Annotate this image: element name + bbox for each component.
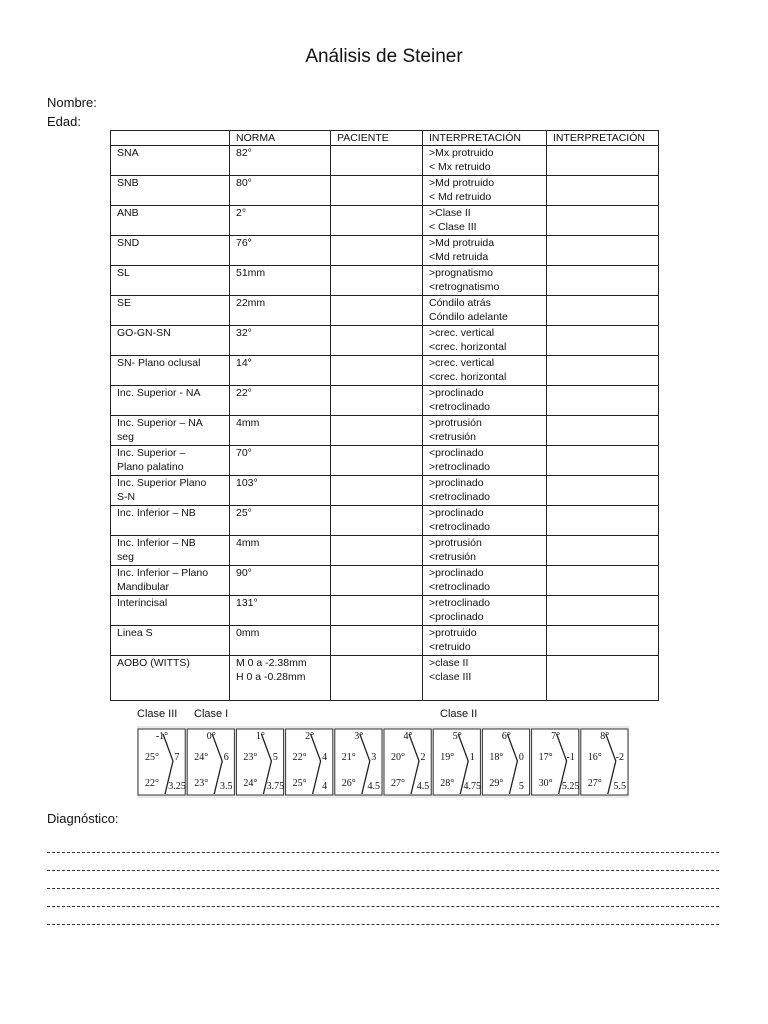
interpretation-cell-line: < Mx retruido bbox=[429, 161, 491, 173]
lower-distance-label: 5 bbox=[518, 781, 524, 792]
interpretation-cell bbox=[423, 326, 547, 356]
upper-angle-label: 20° bbox=[391, 752, 405, 763]
paciente-cell[interactable] bbox=[331, 536, 423, 566]
interpretation-cell-line: >retroclinado bbox=[429, 461, 490, 473]
anb-value-label: 7° bbox=[551, 731, 561, 742]
interpretation-cell bbox=[423, 626, 547, 656]
paciente-cell[interactable] bbox=[331, 626, 423, 656]
norma-cell bbox=[230, 266, 331, 296]
norma-cell-line: M 0 a -2.38mm bbox=[236, 657, 307, 669]
interpretation-cell-line: >proclinado bbox=[429, 387, 484, 399]
upper-angle-label: 22° bbox=[292, 752, 307, 763]
interpretation-cell-line: <retruido bbox=[429, 641, 471, 653]
anb-value-label: 0° bbox=[206, 731, 216, 742]
measure-cell-line: S-N bbox=[117, 491, 136, 503]
upper-distance-label: 5 bbox=[272, 752, 278, 763]
norma-cell-line: 4mm bbox=[236, 537, 260, 549]
norma-cell bbox=[230, 326, 331, 356]
interpretation-cell-line: >proclinado bbox=[429, 477, 484, 489]
measure-cell bbox=[111, 176, 230, 206]
anb-value-label: 1° bbox=[255, 731, 265, 742]
interpretation-cell-2[interactable] bbox=[547, 416, 659, 446]
measure-cell-line: Inc. Inferior – Plano bbox=[117, 567, 209, 579]
table-row bbox=[111, 206, 659, 236]
table-row bbox=[111, 146, 659, 176]
norma-cell-line: 82° bbox=[236, 147, 252, 159]
norma-cell bbox=[230, 596, 331, 626]
table-row bbox=[111, 296, 659, 326]
norma-cell-line: 76° bbox=[236, 237, 252, 249]
page-title: Análisis de Steiner bbox=[305, 46, 463, 67]
lower-angle-label: 26° bbox=[341, 778, 356, 789]
table-row bbox=[111, 266, 659, 296]
measure-cell-line: seg bbox=[117, 551, 134, 563]
norma-cell bbox=[230, 506, 331, 536]
measure-cell bbox=[111, 626, 230, 656]
class-i-label: Clase I bbox=[194, 708, 229, 720]
anb-value-label: -1° bbox=[155, 731, 169, 742]
interpretation-cell-line: Cóndilo atrás bbox=[429, 297, 491, 309]
class-ii-label: Clase II bbox=[440, 708, 478, 720]
measure-cell-line: Interincisal bbox=[117, 597, 168, 609]
norma-cell bbox=[230, 206, 331, 236]
paciente-cell[interactable] bbox=[331, 206, 423, 236]
interpretation-cell-line: >protruido bbox=[429, 627, 477, 639]
norma-cell bbox=[230, 176, 331, 206]
norma-cell bbox=[230, 536, 331, 566]
header-measure bbox=[111, 131, 230, 146]
norma-cell bbox=[230, 446, 331, 476]
header-interpretacion: INTERPRETACIÓN bbox=[423, 131, 547, 146]
measure-cell-line: SN- Plano oclusal bbox=[117, 357, 201, 369]
table-header-row bbox=[111, 131, 659, 146]
norma-cell-line: 14° bbox=[236, 357, 252, 369]
anb-value-label: 6° bbox=[501, 731, 511, 742]
interpretation-cell bbox=[423, 356, 547, 386]
measure-cell-line: SNA bbox=[117, 147, 139, 159]
table-row bbox=[111, 326, 659, 356]
interpretation-cell-line: >clase II bbox=[429, 657, 469, 669]
norma-cell bbox=[230, 386, 331, 416]
upper-distance-label: 1 bbox=[469, 752, 475, 763]
lower-angle-label: 25° bbox=[292, 778, 307, 789]
upper-angle-label: 18° bbox=[489, 752, 504, 763]
interpretation-cell-line: <crec. horizontal bbox=[429, 371, 507, 383]
paciente-cell[interactable] bbox=[331, 176, 423, 206]
interpretation-cell-line: < Md retruido bbox=[429, 191, 492, 203]
norma-cell-line: 51mm bbox=[236, 267, 266, 279]
interpretation-cell-line: <retroclinado bbox=[429, 581, 490, 593]
interpretation-cell bbox=[423, 536, 547, 566]
measure-cell bbox=[111, 296, 230, 326]
lower-distance-label: 3.5 bbox=[219, 781, 233, 792]
paciente-cell[interactable] bbox=[331, 326, 423, 356]
norma-cell bbox=[230, 146, 331, 176]
measure-cell bbox=[111, 656, 230, 701]
interpretation-cell-line: Cóndilo adelante bbox=[429, 311, 508, 323]
diagnosis-line[interactable] bbox=[47, 924, 719, 925]
measure-cell bbox=[111, 596, 230, 626]
anb-value-label: 8° bbox=[600, 731, 610, 742]
norma-cell-line: 0mm bbox=[236, 627, 260, 639]
interpretation-cell bbox=[423, 296, 547, 326]
interpretation-cell-line: <retrognatismo bbox=[429, 281, 500, 293]
measure-cell bbox=[111, 536, 230, 566]
table-row bbox=[111, 476, 659, 506]
lower-angle-label: 28° bbox=[440, 778, 455, 789]
measure-cell-line: Inc. Inferior – NB bbox=[117, 537, 196, 549]
lower-distance-label: 3.75 bbox=[266, 781, 285, 792]
interpretation-cell-2[interactable] bbox=[547, 146, 659, 176]
name-label: Nombre: bbox=[47, 95, 97, 110]
anb-reference-strip bbox=[137, 726, 629, 798]
norma-cell bbox=[230, 566, 331, 596]
upper-distance-label: -2 bbox=[615, 752, 624, 763]
norma-cell-line: 25° bbox=[236, 507, 252, 519]
measure-cell bbox=[111, 206, 230, 236]
interpretation-cell-line: >protrusión bbox=[429, 537, 482, 549]
anb-value-label: 5° bbox=[452, 731, 462, 742]
interpretation-cell-line: >crec. vertical bbox=[429, 357, 495, 369]
steiner-table bbox=[110, 130, 659, 701]
measure-cell bbox=[111, 326, 230, 356]
table-row bbox=[111, 416, 659, 446]
norma-cell bbox=[230, 626, 331, 656]
upper-angle-label: 24° bbox=[194, 752, 209, 763]
measure-cell-line: Inc. Superior - NA bbox=[117, 387, 201, 399]
upper-distance-label: -1 bbox=[566, 752, 575, 763]
anb-strip-graphic bbox=[137, 726, 629, 798]
measure-cell bbox=[111, 236, 230, 266]
table-row bbox=[111, 656, 659, 701]
norma-cell bbox=[230, 296, 331, 326]
lower-angle-label: 23° bbox=[194, 778, 209, 789]
paciente-cell[interactable] bbox=[331, 656, 423, 701]
paciente-cell[interactable] bbox=[331, 266, 423, 296]
norma-cell-line: H 0 a -0.28mm bbox=[236, 671, 306, 683]
paciente-cell[interactable] bbox=[331, 146, 423, 176]
norma-cell bbox=[230, 416, 331, 446]
upper-distance-label: 4 bbox=[322, 752, 328, 763]
paciente-cell[interactable] bbox=[331, 476, 423, 506]
lower-distance-label: 4.5 bbox=[367, 781, 381, 792]
measure-cell bbox=[111, 506, 230, 536]
measure-cell-line: Linea S bbox=[117, 627, 153, 639]
measure-cell bbox=[111, 476, 230, 506]
table-row bbox=[111, 626, 659, 656]
paciente-cell[interactable] bbox=[331, 296, 423, 326]
upper-distance-label: 0 bbox=[518, 752, 524, 763]
interpretation-cell-line: <clase III bbox=[429, 671, 472, 683]
paciente-cell[interactable] bbox=[331, 566, 423, 596]
measure-cell-line: SNB bbox=[117, 177, 139, 189]
measure-cell-line: seg bbox=[117, 431, 134, 443]
table-row bbox=[111, 236, 659, 266]
paciente-cell[interactable] bbox=[331, 356, 423, 386]
header-interpretacion-2: INTERPRETACIÓN bbox=[547, 131, 659, 146]
lower-distance-label: 5.5 bbox=[613, 781, 627, 792]
table-row bbox=[111, 386, 659, 416]
lower-angle-label: 29° bbox=[489, 778, 504, 789]
interpretation-cell-2[interactable] bbox=[547, 386, 659, 416]
norma-cell-line: 32° bbox=[236, 327, 252, 339]
diagnosis-line[interactable] bbox=[47, 906, 719, 907]
diagnosis-line[interactable] bbox=[47, 888, 719, 889]
upper-distance-label: 7 bbox=[174, 752, 180, 763]
interpretation-cell bbox=[423, 656, 547, 701]
measure-cell-line: SL bbox=[117, 267, 130, 279]
interpretation-cell bbox=[423, 386, 547, 416]
interpretation-cell bbox=[423, 176, 547, 206]
upper-angle-label: 21° bbox=[341, 752, 356, 763]
norma-cell-line: 90° bbox=[236, 567, 252, 579]
interpretation-cell bbox=[423, 506, 547, 536]
interpretation-cell-2[interactable] bbox=[547, 656, 659, 701]
measure-cell-line: Inc. Inferior – NB bbox=[117, 507, 196, 519]
upper-distance-label: 2 bbox=[420, 752, 426, 763]
interpretation-cell-line: >retroclinado bbox=[429, 597, 490, 609]
upper-angle-label: 16° bbox=[587, 752, 602, 763]
interpretation-cell-2[interactable] bbox=[547, 566, 659, 596]
paciente-cell[interactable] bbox=[331, 416, 423, 446]
upper-distance-label: 6 bbox=[223, 752, 229, 763]
interpretation-cell-2[interactable] bbox=[547, 536, 659, 566]
measure-cell bbox=[111, 386, 230, 416]
lower-distance-label: 4.5 bbox=[416, 781, 430, 792]
lower-angle-label: 27° bbox=[391, 778, 405, 789]
measure-cell bbox=[111, 446, 230, 476]
norma-cell bbox=[230, 476, 331, 506]
interpretation-cell-line: >protrusión bbox=[429, 417, 482, 429]
paciente-cell[interactable] bbox=[331, 386, 423, 416]
interpretation-cell-line: <retrusión bbox=[429, 431, 476, 443]
paciente-cell[interactable] bbox=[331, 446, 423, 476]
interpretation-cell-line: >proclinado bbox=[429, 507, 484, 519]
table-row bbox=[111, 356, 659, 386]
interpretation-cell-line: >Md protruida bbox=[429, 237, 495, 249]
measure-cell-line: Mandibular bbox=[117, 581, 169, 593]
age-label: Edad: bbox=[47, 114, 81, 129]
anb-value-label: 2° bbox=[305, 731, 315, 742]
lower-distance-label: 4.75 bbox=[463, 781, 481, 792]
norma-cell-line: 70° bbox=[236, 447, 252, 459]
measure-cell-line: SND bbox=[117, 237, 140, 249]
table-row bbox=[111, 176, 659, 206]
interpretation-cell-line: <proclinado bbox=[429, 611, 484, 623]
interpretation-cell-2[interactable] bbox=[547, 506, 659, 536]
header-paciente: PACIENTE bbox=[331, 131, 423, 146]
interpretation-cell-line: >Mx protruido bbox=[429, 147, 494, 159]
measure-cell bbox=[111, 266, 230, 296]
interpretation-cell-line: >Md protruido bbox=[429, 177, 495, 189]
anb-value-label: 4° bbox=[403, 731, 413, 742]
table-row bbox=[111, 596, 659, 626]
interpretation-cell bbox=[423, 416, 547, 446]
norma-cell-line: 22mm bbox=[236, 297, 266, 309]
measure-cell-line: AOBO (WITTS) bbox=[117, 657, 190, 669]
interpretation-cell-2[interactable] bbox=[547, 236, 659, 266]
interpretation-cell-line: <retroclinado bbox=[429, 401, 490, 413]
interpretation-cell-line: <retrusión bbox=[429, 551, 476, 563]
measure-cell-line: Inc. Superior – NA bbox=[117, 417, 203, 429]
interpretation-cell bbox=[423, 446, 547, 476]
norma-cell-line: 22° bbox=[236, 387, 252, 399]
interpretation-cell bbox=[423, 566, 547, 596]
interpretation-cell bbox=[423, 476, 547, 506]
norma-cell bbox=[230, 656, 331, 701]
interpretation-cell-line: < Clase III bbox=[429, 221, 477, 233]
interpretation-cell-line: >Clase II bbox=[429, 207, 471, 219]
measure-cell bbox=[111, 146, 230, 176]
diagnosis-label: Diagnóstico: bbox=[47, 811, 119, 826]
upper-angle-label: 23° bbox=[243, 752, 258, 763]
measure-cell bbox=[111, 356, 230, 386]
class-iii-label: Clase III bbox=[137, 708, 178, 720]
interpretation-cell bbox=[423, 236, 547, 266]
interpretation-cell bbox=[423, 596, 547, 626]
interpretation-cell-line: <retroclinado bbox=[429, 521, 490, 533]
upper-angle-label: 19° bbox=[440, 752, 455, 763]
upper-angle-label: 25° bbox=[145, 752, 159, 763]
lower-angle-label: 24° bbox=[243, 778, 258, 789]
header-norma: NORMA bbox=[230, 131, 331, 146]
norma-cell bbox=[230, 356, 331, 386]
upper-distance-label: 3 bbox=[371, 752, 377, 763]
diagnosis-line[interactable] bbox=[47, 852, 719, 853]
interpretation-cell-2[interactable] bbox=[547, 626, 659, 656]
measure-cell-line: ANB bbox=[117, 207, 139, 219]
measure-cell-line: Plano palatino bbox=[117, 461, 184, 473]
paciente-cell[interactable] bbox=[331, 506, 423, 536]
interpretation-cell-2[interactable] bbox=[547, 356, 659, 386]
interpretation-cell-line: >prognatismo bbox=[429, 267, 493, 279]
measure-cell bbox=[111, 566, 230, 596]
interpretation-cell-2[interactable] bbox=[547, 206, 659, 236]
interpretation-cell bbox=[423, 206, 547, 236]
interpretation-cell-line: <crec. horizontal bbox=[429, 341, 507, 353]
table-body bbox=[111, 146, 659, 701]
anb-value-label: 3° bbox=[354, 731, 364, 742]
table-row bbox=[111, 566, 659, 596]
lower-distance-label: 5.25 bbox=[561, 781, 580, 792]
interpretation-cell-2[interactable] bbox=[547, 296, 659, 326]
paciente-cell[interactable] bbox=[331, 596, 423, 626]
measure-cell-line: SE bbox=[117, 297, 132, 309]
interpretation-cell-2[interactable] bbox=[547, 326, 659, 356]
interpretation-cell-line: >crec. vertical bbox=[429, 327, 495, 339]
interpretation-cell-line: <retroclinado bbox=[429, 491, 490, 503]
table-row bbox=[111, 506, 659, 536]
norma-cell-line: 2° bbox=[236, 207, 247, 219]
interpretation-cell bbox=[423, 146, 547, 176]
interpretation-cell-line: <Md retruida bbox=[429, 251, 489, 263]
measure-cell-line: Inc. Superior – bbox=[117, 447, 186, 459]
lower-distance-label: 3.25 bbox=[168, 781, 186, 792]
norma-cell-line: 103° bbox=[236, 477, 258, 489]
measure-cell-line: Inc. Superior Plano bbox=[117, 477, 207, 489]
table-row bbox=[111, 446, 659, 476]
upper-angle-label: 17° bbox=[538, 752, 553, 763]
paciente-cell[interactable] bbox=[331, 236, 423, 266]
lower-angle-label: 30° bbox=[538, 778, 553, 789]
interpretation-cell-2[interactable] bbox=[547, 446, 659, 476]
lower-angle-label: 27° bbox=[587, 778, 602, 789]
interpretation-cell-2[interactable] bbox=[547, 596, 659, 626]
norma-cell-line: 131° bbox=[236, 597, 258, 609]
interpretation-cell-2[interactable] bbox=[547, 266, 659, 296]
interpretation-cell bbox=[423, 266, 547, 296]
norma-cell-line: 4mm bbox=[236, 417, 260, 429]
table-row bbox=[111, 536, 659, 566]
norma-cell-line: 80° bbox=[236, 177, 252, 189]
interpretation-cell-line: <proclinado bbox=[429, 447, 484, 459]
interpretation-cell-2[interactable] bbox=[547, 476, 659, 506]
norma-cell bbox=[230, 236, 331, 266]
interpretation-cell-line: >proclinado bbox=[429, 567, 484, 579]
lower-angle-label: 22° bbox=[145, 778, 159, 789]
lower-distance-label: 4 bbox=[322, 781, 328, 792]
measure-cell-line: GO-GN-SN bbox=[117, 327, 171, 339]
measure-cell bbox=[111, 416, 230, 446]
diagnosis-line[interactable] bbox=[47, 870, 719, 871]
interpretation-cell-2[interactable] bbox=[547, 176, 659, 206]
